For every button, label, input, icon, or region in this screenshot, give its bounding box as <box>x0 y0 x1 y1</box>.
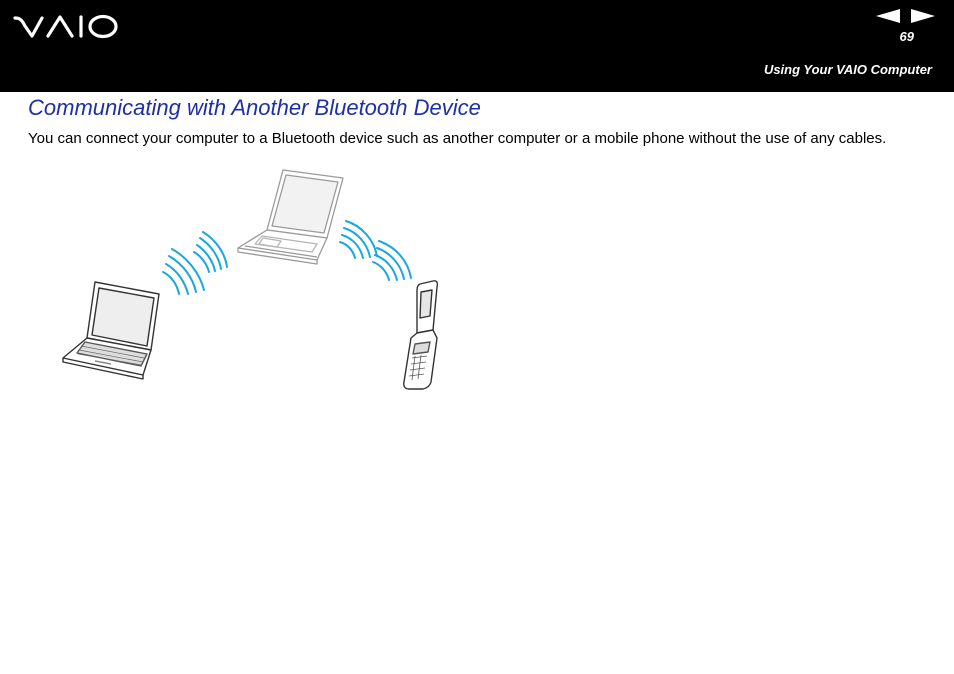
page-heading: Communicating with Another Bluetooth Device <box>28 95 481 120</box>
arrow-left-icon[interactable] <box>876 9 900 23</box>
bluetooth-illustration <box>55 160 455 395</box>
arrow-right-icon[interactable] <box>911 9 935 23</box>
vaio-logo-icon <box>12 12 122 40</box>
section-title: Using Your VAIO Computer <box>763 62 932 77</box>
wireless-signal-icon <box>340 221 411 280</box>
intro-paragraph: You can connect your computer to a Bluetooth device such as another computer or a mobile phone without the use of any cables. <box>28 130 887 147</box>
page-number: 69 <box>899 29 914 44</box>
page-header <box>0 0 954 92</box>
mobile-phone-icon <box>404 281 438 389</box>
laptop-icon <box>238 170 343 264</box>
laptop-icon <box>63 282 159 379</box>
wireless-signal-icon <box>163 232 227 294</box>
